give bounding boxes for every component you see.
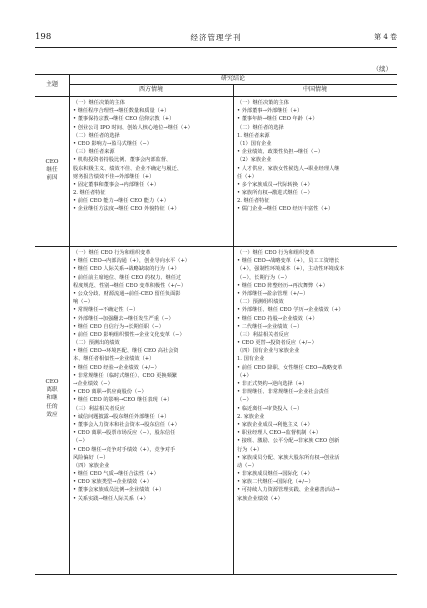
west-line: • 前任 CEO 影响组织惯性→企业文化变革（−） [73,331,185,338]
west-line: （三）继任者来源 [73,149,115,156]
topic-line: CEO [45,379,59,385]
china-line: • 家族所有权→激进式继任（−） [237,190,313,197]
west-line: • 创业公司 IPO 时间、创始人核心地位→继任（+） [73,124,193,131]
west-line: • 诚信问题披露→股东继任外部继任（+） [73,413,170,420]
rule-col-topic [69,74,70,574]
west-line: • 外部继任→加强翻去→继任发生严重（−） [73,315,174,322]
china-line: • 人才供应、家族女性候选人→职业经理人继 [237,165,340,172]
west-line: • CEO 继任→竞争对手绩效（+），竞争对手 [73,446,176,453]
west-line: （一）继任 CEO 行为和组织变革 [73,250,151,256]
west-line: • 企业继任方法度→继任 CEO 外貌特征（+） [73,206,180,213]
cell-china-effects [237,249,395,503]
topic-line: 离职 [46,387,58,394]
west-line: • 董事会入力资本和社会资本→股东信任（+） [73,421,180,428]
header-rule [35,47,397,48]
west-line: 股东积极主义、绩效不佳、企业不确定与履迁、 [73,165,182,172]
china-line: • 外部继任→盈余管理（+/−） [237,290,309,297]
row-topic-antecedents [35,158,69,183]
journal-title: 经济管理学刊 [190,33,242,42]
header-conclusion: 研究结论 [220,75,245,82]
west-line: （二）预测出的绩效 [73,340,120,347]
west-line: （二）继任者的选择 [73,132,120,139]
china-line: （二）预测组织绩效 [237,299,284,306]
china-line: • 儒门企业→继任 CEO 经历丰富性（+） [237,206,334,213]
china-line: • 非正式契约→逆向选择（+） [237,381,308,387]
china-line: （+） [237,372,252,379]
rule-col-mid [233,84,234,574]
west-line: • 机构投资者持股比例、董事会内部监督、 [73,157,172,164]
west-line: 财务报告绩效不佳→外部继任（+） [73,173,155,180]
china-line: 任（+） [237,173,257,180]
west-line: • 常规继任→不确定性（−） [73,307,139,314]
west-line: • CEO 离职→供应商股份（−） [73,389,147,396]
china-line: • 继任 CEO→战略变革（+），员工工资增长 [237,258,340,265]
west-line: 2. 继任者特征 [73,190,106,197]
west-line: （一）继任决策的主体 [73,100,125,106]
china-line: （一）继任决策的主体 [237,100,289,106]
cell-west-antecedents [73,99,231,214]
west-line: • 继任程序合理性→继任数量和质量（+） [73,108,170,115]
header-west: 西方情境 [138,86,163,93]
west-line: • 固定董事和董事会→内部继任（+） [73,181,160,188]
china-line: （−），长期行为（−） [237,274,290,281]
topic-line: 和继 [46,395,58,402]
west-line: • 关系实践→继任人际关系（+） [73,495,149,502]
china-line: • 家族成员分配、家族大股东所有权→创业活 [237,454,340,461]
header-topic: 主题 [45,81,58,88]
west-line: • CEO 影响力→盈马式继任（−） [73,140,152,147]
china-line: • 非规继任、非常规继任→企业社会责任 [237,389,330,396]
west-line: 本、继任者相似性→企业绩效（+） [73,356,155,363]
china-line: 动（−） [237,462,257,469]
west-line: • 继任 CEO→内部沟通（+），创业导向水平（+） [73,258,190,265]
west-line: 响（−） [73,299,93,306]
header-china: 中国情境 [302,86,327,93]
continued-label: （续） [372,65,392,73]
west-line: • 前任 CEO 能力→继任 CEO 能力（+） [73,198,169,205]
west-line: • 董事会家族成员比例→企业绩效（+） [73,487,165,494]
china-line: • 家族二代继任→国际化（+/−） [237,479,314,486]
rule-row-sep [35,246,397,247]
china-line: • 职业经理人 CEO→监督机制（+） [237,430,322,437]
china-line: • 董事年龄→继任 CEO 年龄（+） [237,116,318,123]
cell-china-antecedents [237,99,395,214]
china-line: • 二代继任→企业绩效（−） [237,323,303,330]
china-line: 1. 国有企业 [237,356,265,363]
china-line: （三）利益相关者反应 [237,331,289,338]
china-line: （一）继任 CEO 行为和组织变革 [237,250,315,256]
west-line: • 继任 CEO→环境匹配、继任 CEO 高社会资 [73,348,179,355]
china-line: • CEO 更替→投资者反应（+/−） [237,340,317,347]
china-line: 家族企业绩效（+） [237,495,283,502]
west-line: • 继任 CEO 经验→企业绩效（+/−） [73,364,160,371]
china-line: （1）国有企业 [237,140,272,147]
china-line: （2）家族企业 [237,157,272,164]
topic-line: CEO [45,159,59,165]
page-number: 198 [35,32,52,42]
china-line: 2. 家族企业 [237,413,265,420]
west-line: 程度规范、性别→继任 CEO 变革积极性（+/−） [73,282,187,289]
china-line: • 家族企业成员→利他主义（+） [237,421,313,428]
china-line: • 临近离任→审贷投入（−） [237,405,303,412]
china-line: 2. 继任者特征 [237,198,270,205]
china-line: • 企业绩效、政策性负担→继任（−） [237,149,324,156]
literature-table [35,74,397,574]
china-line: • 继任 CEO 持股→企业绩效（+） [237,315,318,322]
west-line: • 继任 CEO 的影响→CEO 继任表现（+） [73,397,173,404]
west-line: • 继任 CEO 自信行为→长期任职（−） [73,323,164,330]
china-line: （二）继任者的选择 [237,124,284,131]
china-line: • 多个家族成员→代际转换（+） [237,181,313,188]
rule-bottom [35,574,397,575]
cell-west-effects [73,249,231,503]
china-line: • 接班、激励、公平分配→非家族 CEO 创新 [237,438,340,445]
china-line: • 非家族成员继任→国际化（+） [237,471,313,478]
west-line: （三）利益相关者反应 [73,405,125,412]
topic-line: 效应 [46,411,58,418]
china-line: • 继任 CEO 阵整经历→再次舞弊（+） [237,282,328,289]
china-line: 1. 继任者来源 [237,132,270,139]
west-line: • 前任前主席地位、继任 CEO 的权力、继任过 [73,274,182,281]
west-line: • 非常规继任（临时式继任）、CEO 更换频繁 [73,372,177,379]
west-line: • 继任 CEO 气质→继任合法性（+） [73,471,159,478]
china-line: • 外部董事→外部继任（+） [237,108,303,115]
china-line: （+），强制性环境成本（+），主动性环境成本 [237,266,345,273]
running-header [35,32,397,44]
china-line: • 前任 CEO 降职、女性继任 CEO→战略变革 [237,364,343,371]
west-line: （四）家族企业 [73,462,110,469]
rule-header-bottom [35,96,397,97]
row-topic-effects [35,378,69,419]
west-line: 风险偏好（−） [73,454,109,461]
china-line: （−） [237,397,252,404]
west-line: • CEO 离职→股票市场反应（−），股东信任 [73,430,176,437]
topic-line: 前因 [46,175,58,182]
topic-line: 继任 [46,167,58,174]
west-line: →企业绩效（−） [73,381,113,387]
west-line: • 公众分歧、财源流通→前任-CEO 留任负面影 [73,290,181,297]
west-line: （−） [73,438,88,445]
topic-line: 任的 [46,403,58,410]
volume-label: 第 4 卷 [374,33,397,41]
west-line: • CEO 家族类型→企业绩效（+） [73,479,152,486]
west-line: • 继任 CEO 人际关系→战略缺取的行为（+） [73,266,180,273]
china-line: • 可持续人力资源管理实践、企业慈善活动→ [237,487,340,494]
west-line: • 董事保持宗教→继任 CEO 信仰宗教（+） [73,116,175,123]
china-line: 行为（+） [237,446,263,453]
china-line: （四）国有企业与家族企业 [237,348,300,355]
china-line: • 外部继任、继任 CEO 学历→企业绩效（+） [237,307,344,314]
